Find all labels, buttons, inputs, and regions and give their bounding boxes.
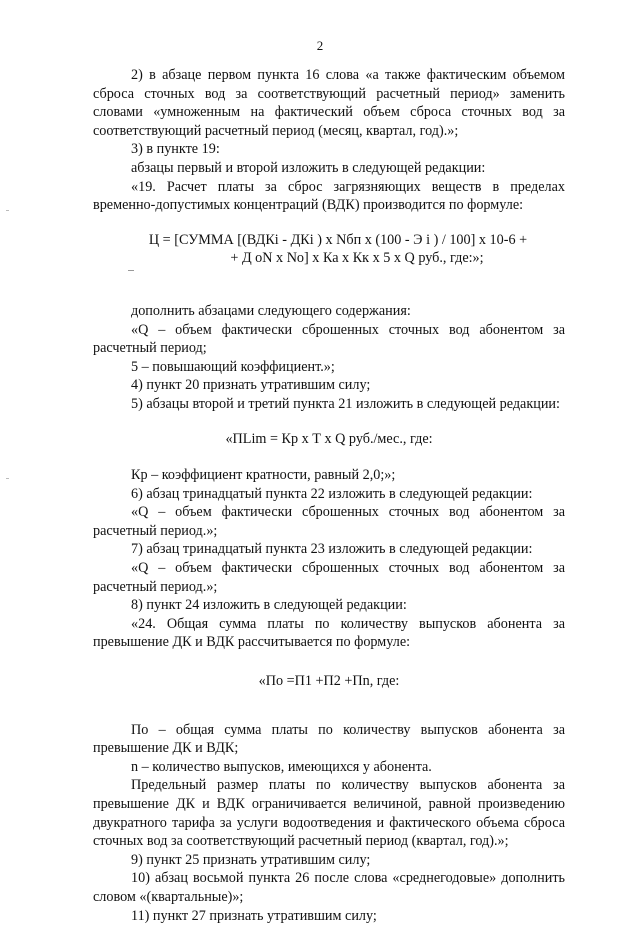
formula-vdk [93, 231, 565, 268]
paragraph-item-6: 6) абзац тринадцатый пункта 22 изложить в следующей редакции: [131, 485, 533, 502]
paragraph-n-definition: n – количество выпусков, имеющихся у абонента. [131, 758, 432, 775]
paragraph-point-24: «24. Общая сумма платы по количеству выпусков абонента за превышение ДК и ВДК рассчитывается по формуле: [93, 615, 565, 651]
document-body [93, 66, 565, 925]
formula-plim: «ПLim = Кр х Т х Q руб./мес., где: [225, 430, 433, 447]
paragraph-coefficient-5: 5 – повышающий коэффициент.»; [131, 358, 335, 375]
paragraph-supplement: дополнить абзацами следующего содержания: [131, 302, 411, 319]
paragraph-q-definition-2: «Q – объем фактически сброшенных сточных вод абонентом за расчетный период.»; [93, 504, 565, 539]
paragraph-item-11: 11) пункт 27 признать утратившим силу; [131, 907, 377, 924]
paragraph-q-definition-3: «Q – объем фактически сброшенных сточных вод абонентом за расчетный период.»; [93, 560, 565, 595]
paragraph-q-definition-1: «Q – объем фактически сброшенных сточных вод абонентом за расчетный период; [93, 321, 565, 357]
scan-edge-mark [6, 210, 9, 211]
paragraph-item-10: 10) абзац восьмой пункта 26 после слова «среднегодовые» дополнить словом «(квартальные)»; [93, 870, 565, 905]
paragraph-item-8: 8) пункт 24 изложить в следующей редакции: [131, 597, 407, 614]
formula-vdk-line-2: + Д oN х No] х Ка х Кк х 5 х Q руб., где:»; [230, 250, 484, 267]
formula-vdk-line-1: Ц = [СУММА [(ВДКi - ДКi ) х Nбп х (100 - Э i ) / 100] х 10-6 + [148, 231, 528, 248]
paragraph-item-5: 5) абзацы второй и третий пункта 21 изложить в следующей редакции: [131, 395, 560, 412]
paragraph-item-3: 3) в пункте 19: [131, 141, 220, 158]
paragraph-po-definition: По – общая сумма платы по количеству выпусков абонента за превышение ДК и ВДК; [93, 721, 565, 757]
paragraph-item-4: 4) пункт 20 признать утратившим силу; [131, 377, 371, 394]
paragraph-point-19: «19. Расчет платы за сброс загрязняющих веществ в пределах временно-допустимых концентраций (ВДК) производится по формуле: [93, 178, 565, 214]
page-number: 2 [316, 38, 324, 53]
paragraph-item-9: 9) пункт 25 признать утратившим силу; [131, 851, 371, 868]
paragraph-item-2: 2) в абзаце первом пункта 16 слова «а также фактическим объемом сброса сточных вод за соответствующий расчетный период» заменить словами «умноженным на фактический объем сброса сточных вод за соответствующий расчетный период (месяц, квартал, год).»; [93, 67, 565, 139]
paragraph-kr-definition: Кр – коэффициент кратности, равный 2,0;»; [131, 467, 396, 484]
paragraph-first-second: абзацы первый и второй изложить в следующей редакции: [131, 159, 486, 176]
paragraph-item-7: 7) абзац тринадцатый пункта 23 изложить в следующей редакции: [131, 541, 533, 558]
formula-total: «По =П1 +П2 +Пn, где: [258, 673, 400, 690]
scan-edge-mark [6, 478, 9, 479]
paragraph-limit: Предельный размер платы по количеству выпусков абонента за превышение ДК и ВДК ограничивается величиной, равной произведению двукратного тарифа за услуги водоотведения и фактического объема сброса сточных вод за соответствующий расчетный период (квартал, год).»; [93, 777, 565, 850]
